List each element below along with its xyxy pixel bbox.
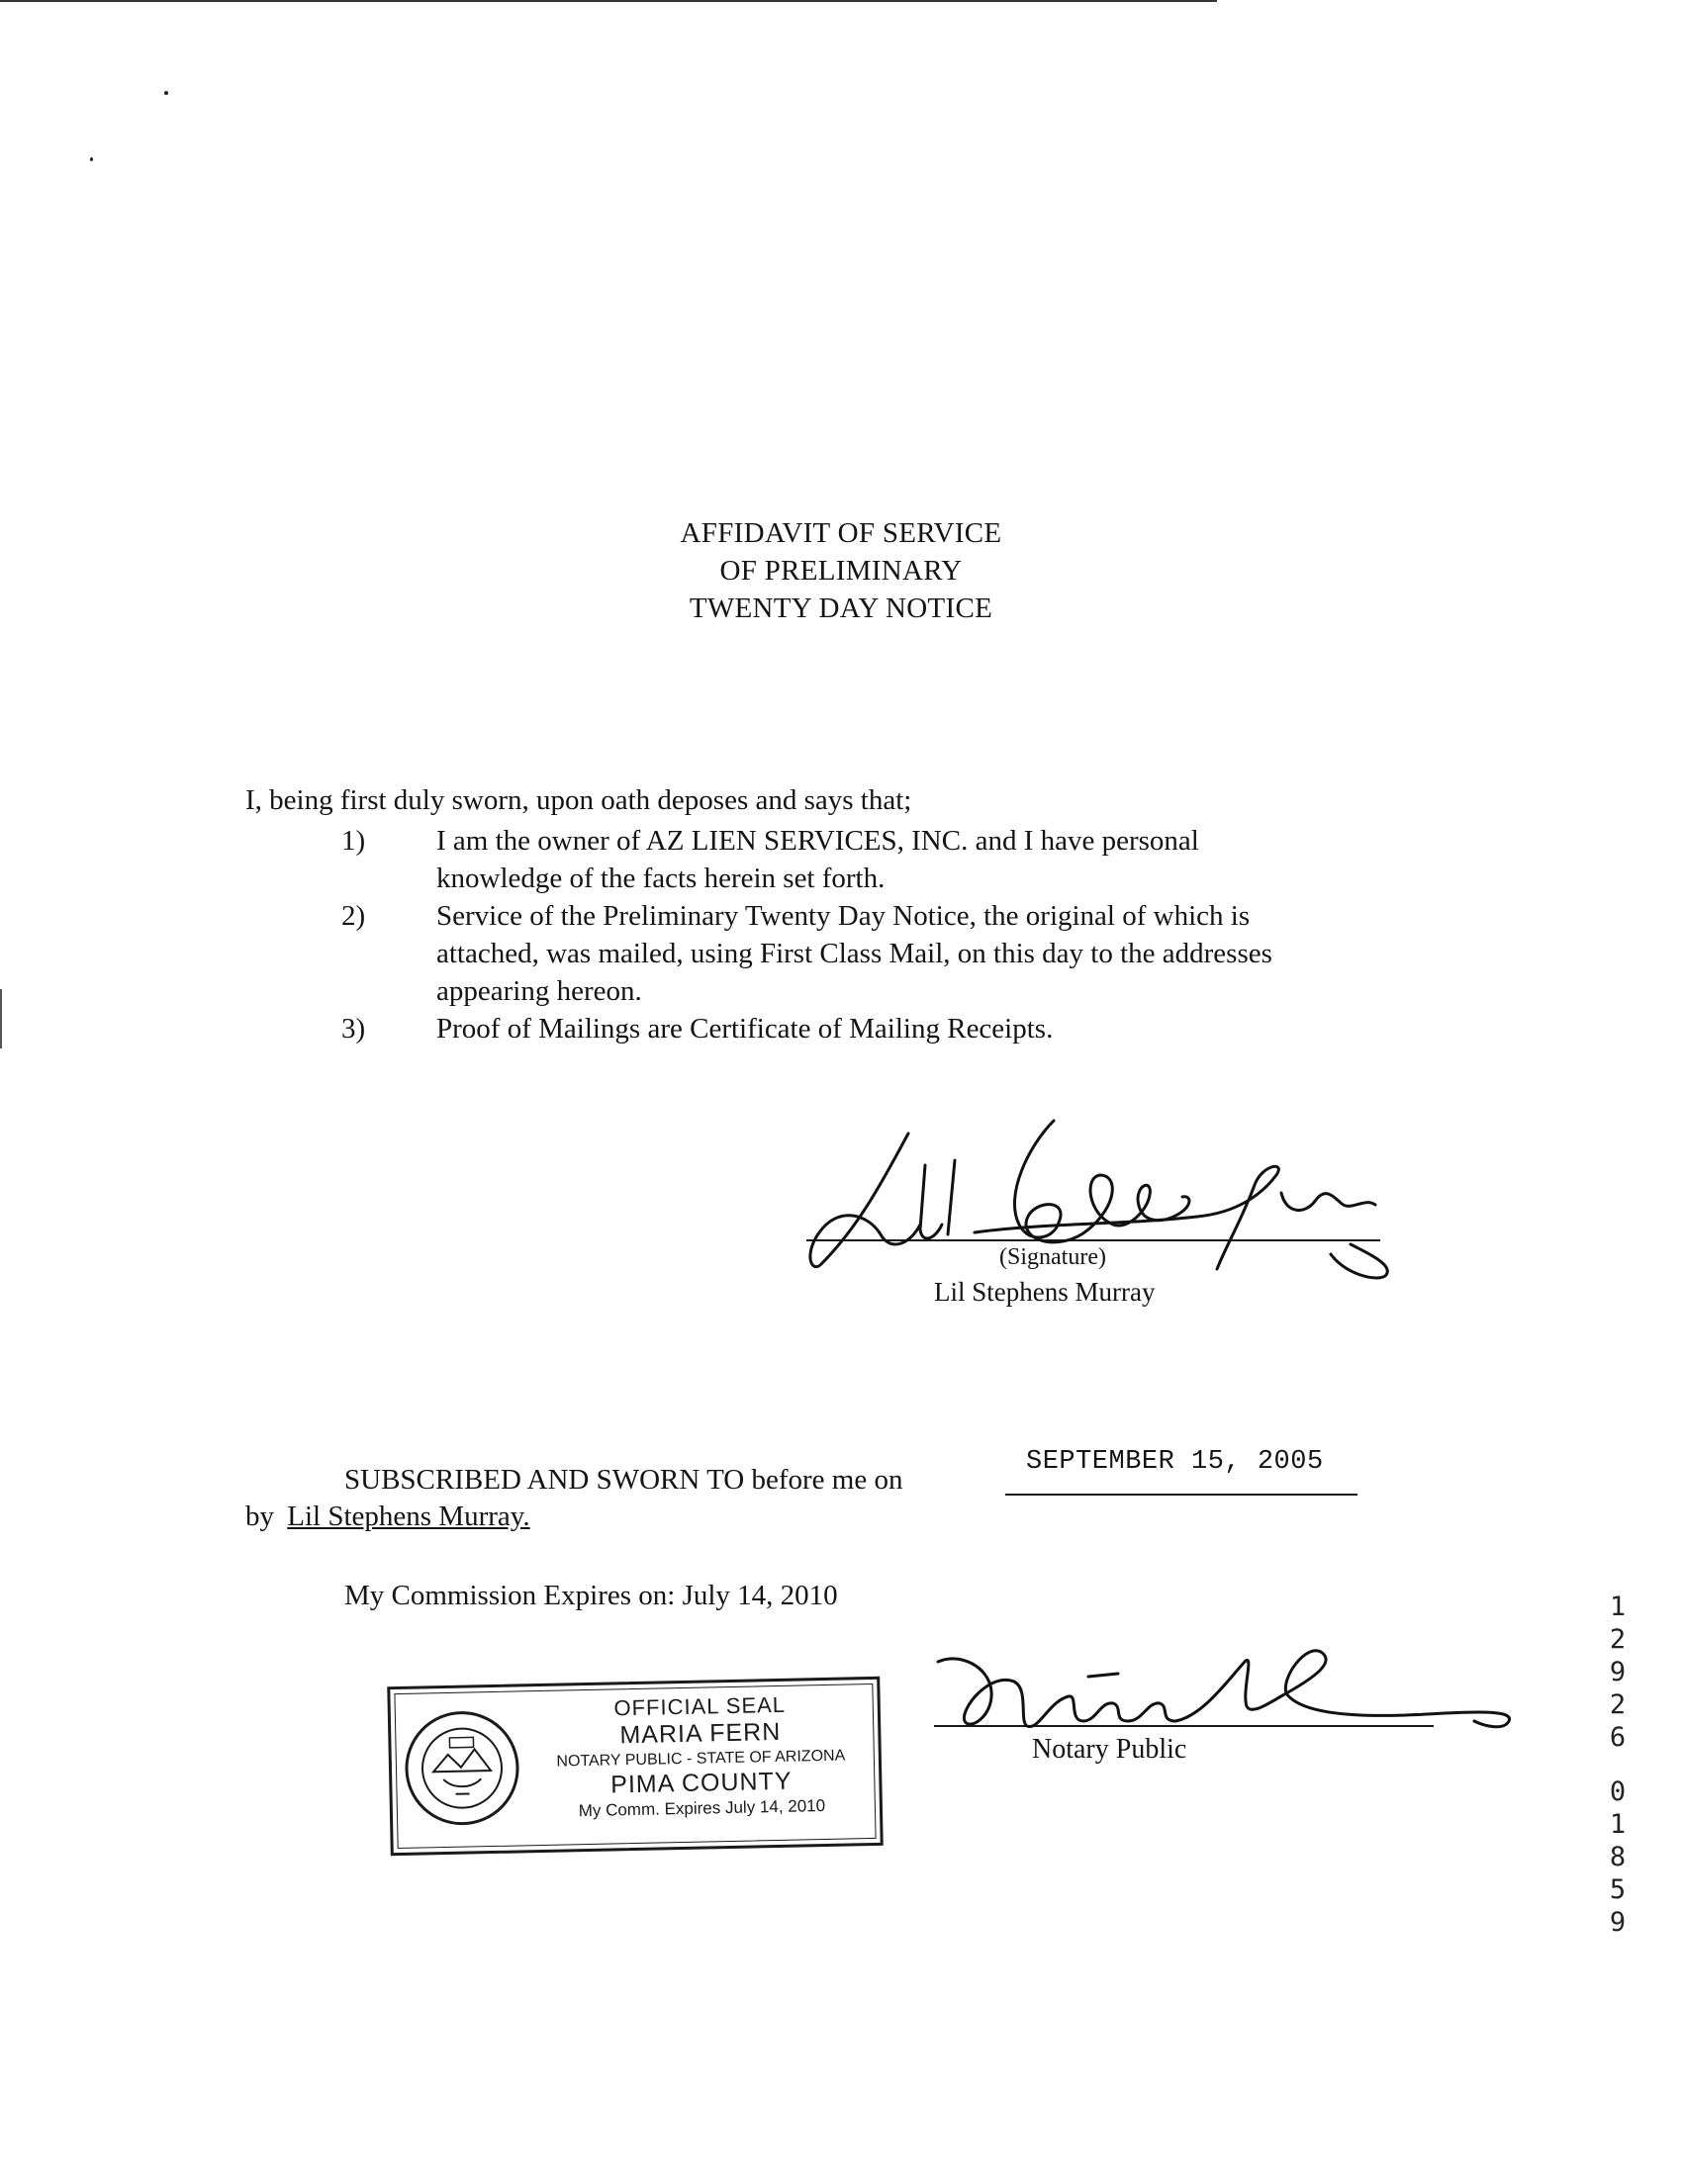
- stamp-digit: 0: [1609, 1776, 1627, 1807]
- stamp-digit: 2: [1609, 1689, 1627, 1720]
- seal-line-notary-name: MARIA FERN: [619, 1717, 782, 1750]
- statement-item: [341, 1010, 1525, 1047]
- document-stamp-number: [1603, 1591, 1633, 1939]
- seal-line-state: NOTARY PUBLIC - STATE OF ARIZONA: [556, 1747, 846, 1771]
- notary-label: Notary Public: [1032, 1734, 1187, 1765]
- seal-text: [529, 1689, 874, 1823]
- left-edge-mark: [0, 989, 2, 1048]
- notary-signature-icon: [930, 1622, 1534, 1751]
- stamp-digit: 9: [1609, 1657, 1627, 1687]
- statement-line: I am the owner of AZ LIEN SERVICES, INC. and I have personal: [436, 825, 1199, 857]
- seal-line-official-seal: OFFICIAL SEAL: [613, 1691, 787, 1721]
- scan-speck: [90, 157, 93, 161]
- stamp-digit: 1: [1609, 1592, 1627, 1622]
- stamp-digit: 2: [1609, 1624, 1627, 1655]
- statement-line: attached, was mailed, using First Class Mail, on this day to the addresses: [436, 938, 1272, 969]
- statement-item: [341, 897, 1525, 1010]
- statement-text: [436, 1010, 1525, 1047]
- stamp-digit: 8: [1609, 1842, 1627, 1872]
- scan-speck: [164, 91, 168, 95]
- statement-number: 1): [341, 825, 366, 857]
- oath-intro: I, being first duly sworn, upon oath deposes and says that;: [245, 784, 912, 816]
- stamp-digit: 5: [1609, 1874, 1627, 1905]
- statement-line: Proof of Mailings are Certificate of Mailing Receipts.: [436, 1013, 1054, 1045]
- statement-line: Service of the Preliminary Twenty Day Notice, the original of which is: [436, 900, 1251, 932]
- arizona-state-seal-icon: [403, 1708, 521, 1827]
- title-line-1: AFFIDAVIT OF SERVICE: [680, 517, 1002, 549]
- affiant-signature-icon: [792, 1106, 1405, 1304]
- statement-line: knowledge of the facts herein set forth.: [436, 863, 886, 894]
- statement-number: 2): [341, 900, 366, 932]
- jurat-text: SUBSCRIBED AND SWORN TO before me on: [344, 1464, 903, 1496]
- statement-number: 3): [341, 1013, 366, 1045]
- seal-line-expiry: My Comm. Expires July 14, 2010: [578, 1795, 826, 1821]
- statement-item: [341, 822, 1525, 897]
- jurat-by-prefix: by: [245, 1501, 274, 1532]
- signature-caption: (Signature): [999, 1244, 1106, 1270]
- numbered-statements: [341, 822, 1525, 1047]
- title-line-2: OF PRELIMINARY: [719, 555, 963, 587]
- stamp-digit: 1: [1609, 1809, 1627, 1840]
- jurat-by: [245, 1498, 530, 1535]
- title-line-3: TWENTY DAY NOTICE: [689, 592, 993, 624]
- statement-text: [436, 897, 1525, 1010]
- stamp-digit: 6: [1609, 1722, 1627, 1753]
- jurat-by-name: Lil Stephens Murray.: [287, 1501, 530, 1532]
- jurat-date: SEPTEMBER 15, 2005: [1026, 1447, 1324, 1477]
- top-edge-line: [0, 0, 1217, 2]
- document-title: [0, 514, 1682, 627]
- date-line: [1005, 1494, 1357, 1496]
- stamp-digit: [1603, 1754, 1633, 1775]
- official-seal-stamp: [387, 1677, 883, 1856]
- affiant-name: Lil Stephens Murray: [934, 1277, 1156, 1307]
- statement-line: appearing hereon.: [436, 975, 642, 1007]
- statement-text: [436, 822, 1525, 897]
- stamp-digit: 9: [1609, 1907, 1627, 1938]
- commission-expiry: My Commission Expires on: July 14, 2010: [344, 1580, 838, 1611]
- seal-line-county: PIMA COUNTY: [609, 1767, 793, 1799]
